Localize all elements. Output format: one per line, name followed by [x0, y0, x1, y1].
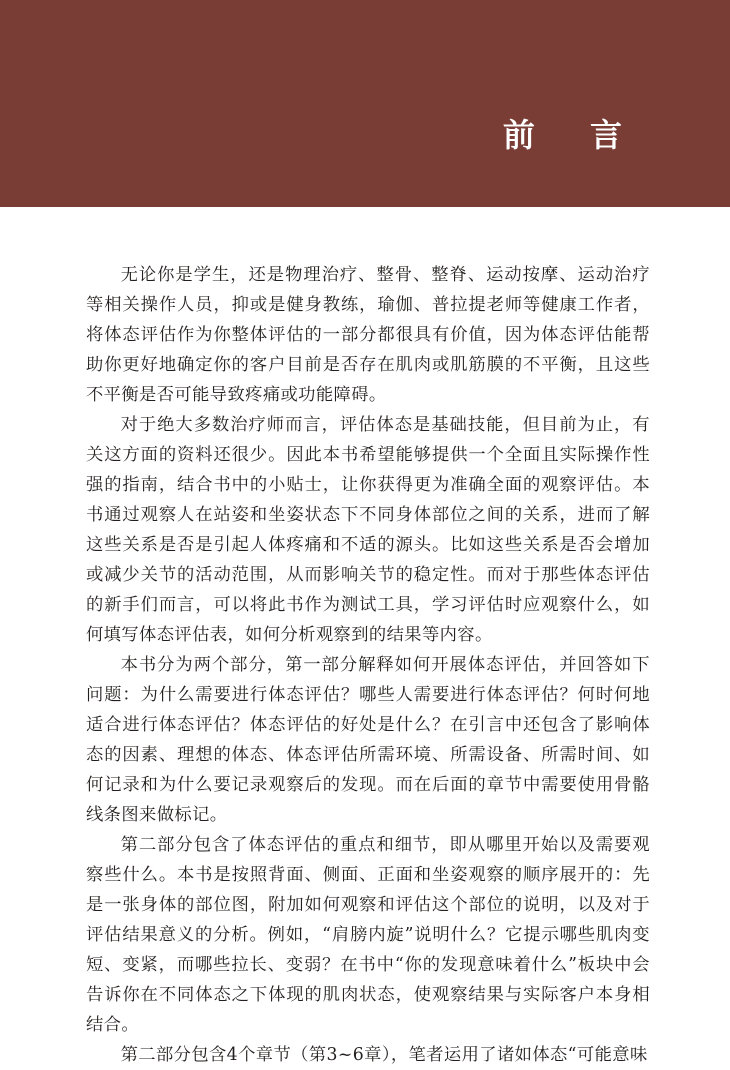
paragraph: 第二部分包含了体态评估的重点和细节，即从哪里开始以及需要观察些什么。本书是按照背面、侧面、正面和坐姿观察的顺序展开的：先是一张身体的部位图，附加如何观察和评估这个部位的说明，以及对于评估结果意义的分析。例如，“肩膀内旋”说明什么？它提示哪些肌肉变短、变紧，而哪些拉长、变弱？在书中“你的发现意味着什么”板块中会告诉你在不同体态之下体现的肌肉状态，使观察结果与实际客户本身相结合。: [86, 835, 650, 1035]
header-band: [0, 0, 730, 207]
page-title: 前 言: [502, 116, 644, 154]
paragraph: 对于绝大多数治疗师而言，评估体态是基础技能，但目前为止，有关这方面的资料还很少。因此本书希望能够提供一个全面且实际操作性强的指南，结合书中的小贴士，让你获得更为准确全面的观察评估。本书通过观察人在站姿和坐姿状态下不同身体部位之间的关系，进而了解这些关系是否是引起人体疼痛和不适的源头。比如这些关系是否会增加或减少关节的活动范围，从而影响关节的稳定性。而对于那些体态评估的新手们而言，可以将此书作为测试工具，学习评估时应观察什么，如何填写体态评估表，如何分析观察到的结果等内容。: [86, 415, 650, 645]
paragraph: 无论你是学生，还是物理治疗、整骨、整脊、运动按摩、运动治疗等相关操作人员，抑或是健身教练，瑜伽、普拉提老师等健康工作者，将体态评估作为你整体评估的一部分都很具有价值，因为体态评估能帮助你更好地确定你的客户目前是否存在肌肉或肌筋膜的不平衡，且这些不平衡是否可能导致疼痛或功能障碍。: [86, 265, 650, 405]
paragraph: 第二部分包含4个章节（第3~6章），笔者运用了诸如体态“可能意味: [120, 1045, 648, 1065]
body-text: [86, 260, 650, 1070]
paragraph: 本书分为两个部分，第一部分解释如何开展体态评估，并回答如下问题：为什么需要进行体态评估？哪些人需要进行体态评估？何时何地适合进行体态评估？体态评估的好处是什么？在引言中还包含了影响体态的因素、理想的体态、体态评估所需环境、所需设备、所需时间、如何记录和为什么要记录观察后的发现。而在后面的章节中需要使用骨骼线条图来做标记。: [86, 655, 650, 825]
